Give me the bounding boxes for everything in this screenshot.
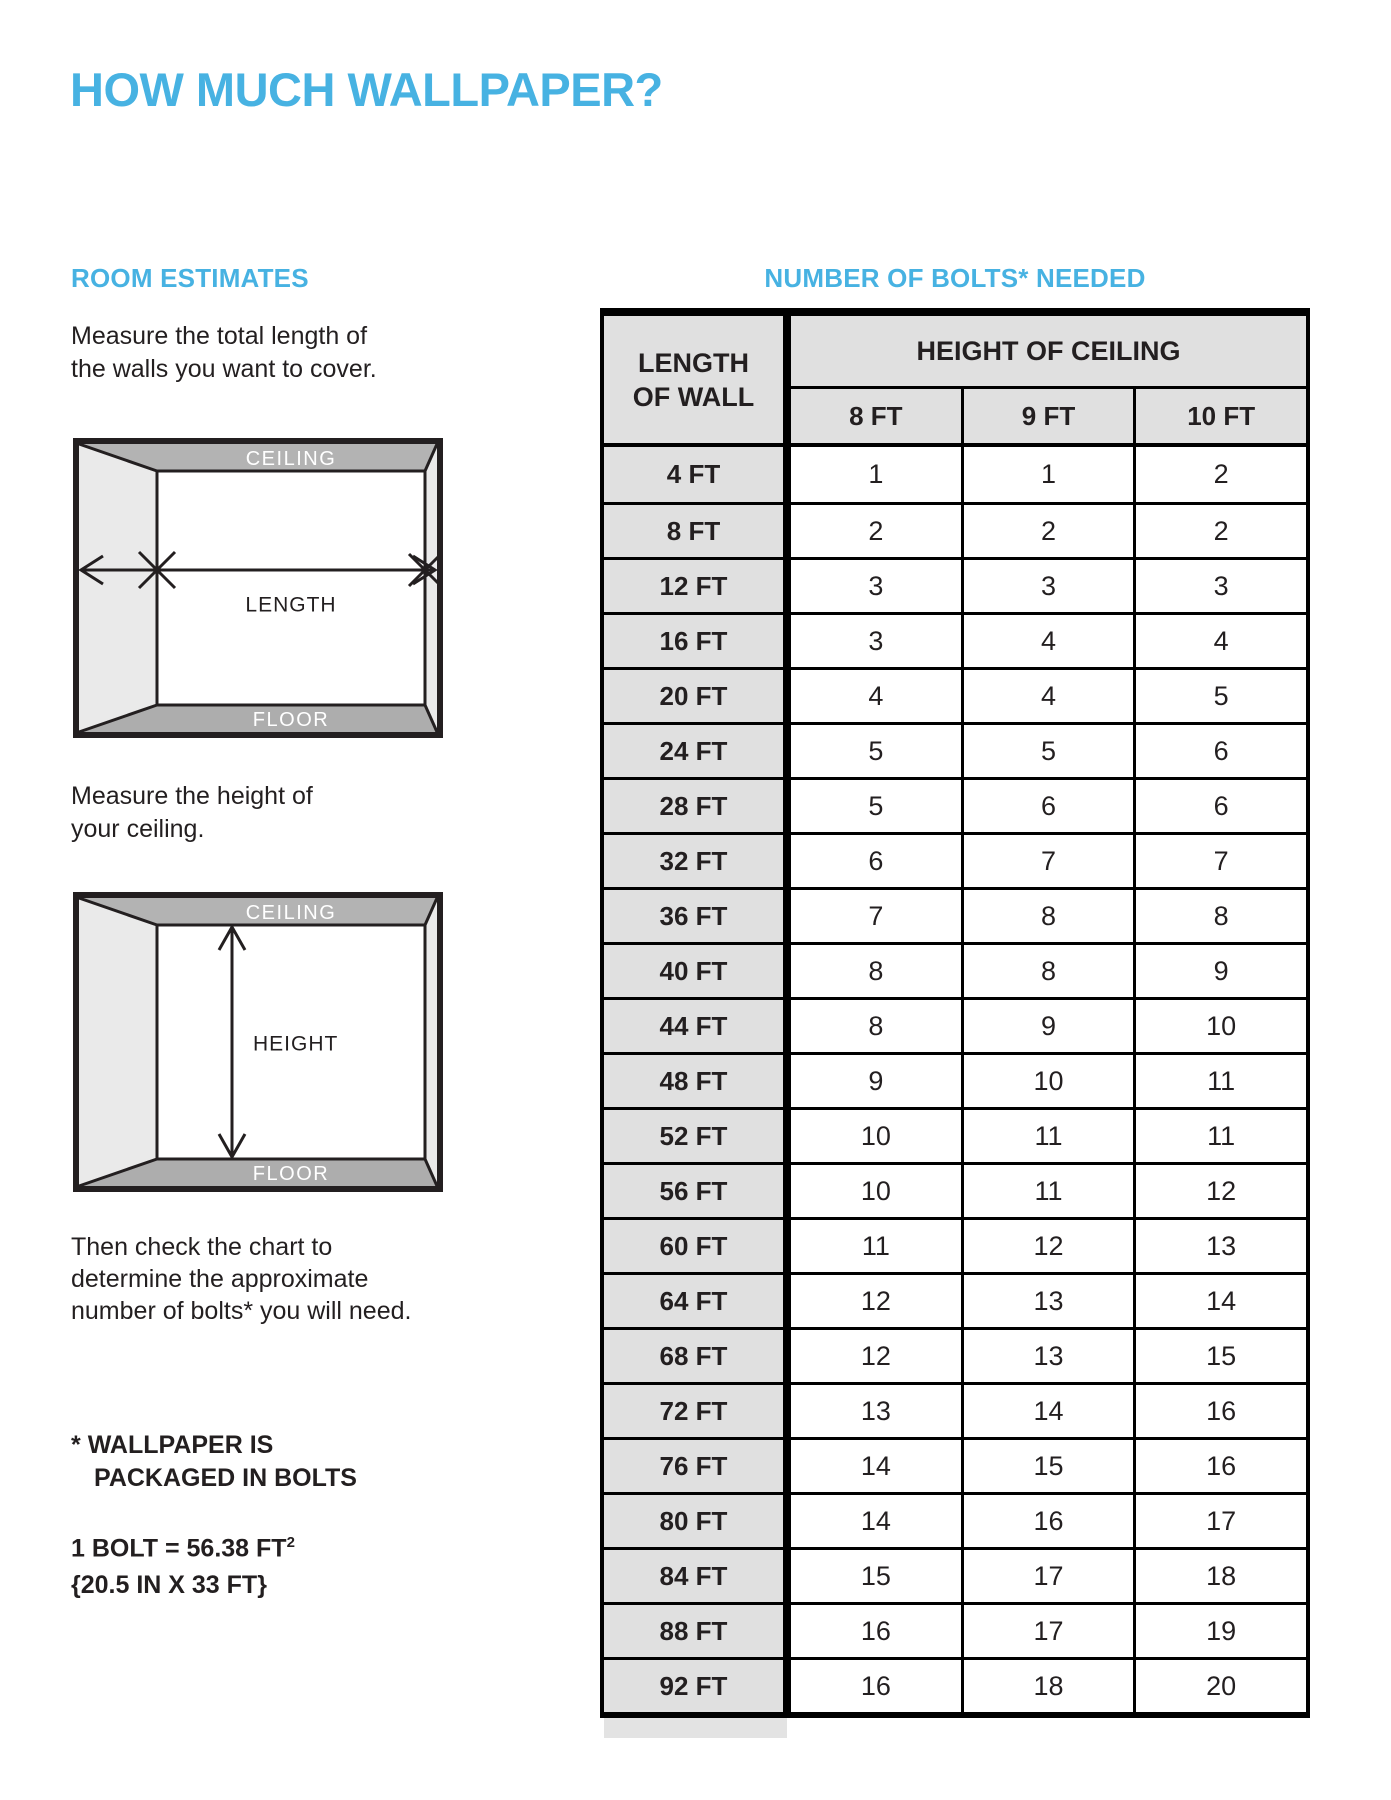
bolt-count-cell: 20 [1133, 1660, 1306, 1712]
bolt-count-cell: 8 [791, 1000, 961, 1052]
bolt-count-cell: 16 [1133, 1440, 1306, 1492]
wall-length-cell: 36 FT [604, 890, 791, 942]
wall-length-cell: 60 FT [604, 1220, 791, 1272]
bolt-count-cell: 6 [791, 835, 961, 887]
bolt-count-cell: 2 [961, 505, 1134, 557]
bolt-count-cell: 8 [1133, 890, 1306, 942]
table-header [604, 316, 1306, 447]
table-row [604, 1272, 1306, 1327]
table-row [604, 942, 1306, 997]
height-of-ceiling-header: HEIGHT OF CEILING [791, 316, 1306, 389]
paragraph-line: Then check the chart to [71, 1233, 333, 1261]
header-line: OF WALL [632, 381, 755, 412]
bolt-count-cell: 5 [1133, 670, 1306, 722]
table-row [604, 1492, 1306, 1547]
bolt-count-cell: 19 [1133, 1605, 1306, 1657]
bolt-count-cell: 5 [791, 725, 961, 777]
table-body [604, 447, 1306, 1712]
table-row [604, 447, 1306, 502]
bolt-count-cell: 14 [961, 1385, 1134, 1437]
left-wall [79, 898, 157, 1186]
table-row [604, 1052, 1306, 1107]
paragraph-line: number of bolts* you will need. [71, 1297, 412, 1325]
table-row [604, 1217, 1306, 1272]
check-chart-paragraph [71, 1231, 411, 1327]
room-length-diagram [73, 438, 443, 738]
bolt-count-cell: 10 [1133, 1000, 1306, 1052]
bolt-count-cell: 6 [1133, 780, 1306, 832]
bolt-count-cell: 3 [961, 560, 1134, 612]
bolt-dimensions: {20.5 IN X 33 FT} [71, 1571, 267, 1600]
table-row [604, 997, 1306, 1052]
ceiling-subheader-row [791, 389, 1306, 443]
bolt-count-cell: 5 [791, 780, 961, 832]
bolt-count-cell: 13 [791, 1385, 961, 1437]
table-row [604, 1602, 1306, 1657]
bolt-count-cell: 11 [1133, 1110, 1306, 1162]
table-row [604, 1657, 1306, 1712]
bolt-count-cell: 13 [961, 1330, 1134, 1382]
wall-length-cell: 32 FT [604, 835, 791, 887]
floor-label: FLOOR [252, 709, 330, 731]
wall-length-cell: 56 FT [604, 1165, 791, 1217]
bolt-count-cell: 1 [791, 447, 961, 502]
table-row [604, 502, 1306, 557]
bolt-count-cell: 14 [791, 1440, 961, 1492]
page-title: HOW MUCH WALLPAPER? [70, 63, 663, 116]
bolt-count-cell: 12 [961, 1220, 1134, 1272]
floor-label: FLOOR [252, 1163, 330, 1185]
table-row [604, 1327, 1306, 1382]
asterisk-marker: * [71, 1431, 81, 1459]
wall-length-cell: 12 FT [604, 560, 791, 612]
bolt-count-cell: 2 [791, 505, 961, 557]
table-row [604, 1437, 1306, 1492]
bolts-needed-heading: NUMBER OF BOLTS* NEEDED [764, 263, 1146, 293]
room-estimates-heading: ROOM ESTIMATES [71, 263, 309, 293]
wall-length-cell: 64 FT [604, 1275, 791, 1327]
bolt-count-cell: 9 [1133, 945, 1306, 997]
paragraph-line: your ceiling. [71, 815, 205, 843]
table-row [604, 887, 1306, 942]
bolt-count-cell: 5 [961, 725, 1134, 777]
wall-length-cell: 16 FT [604, 615, 791, 667]
height-label: HEIGHT [253, 1032, 339, 1056]
table-row [604, 557, 1306, 612]
wall-length-cell: 52 FT [604, 1110, 791, 1162]
bolt-count-cell: 16 [791, 1660, 961, 1712]
bolt-count-cell: 12 [1133, 1165, 1306, 1217]
back-wall [157, 471, 425, 705]
table-row [604, 832, 1306, 887]
footnote-line: PACKAGED IN BOLTS [94, 1464, 357, 1492]
table-row [604, 722, 1306, 777]
header-line: LENGTH [638, 347, 749, 378]
bolt-equation [71, 1524, 295, 1567]
bolt-count-cell: 2 [1133, 447, 1306, 502]
wall-length-cell: 24 FT [604, 725, 791, 777]
table-row [604, 667, 1306, 722]
bolt-count-cell: 14 [791, 1495, 961, 1547]
bolt-count-cell: 4 [961, 615, 1134, 667]
bolt-count-cell: 11 [791, 1220, 961, 1272]
wall-length-cell: 8 FT [604, 505, 791, 557]
bolt-count-cell: 3 [791, 560, 961, 612]
bolt-count-cell: 18 [961, 1660, 1134, 1712]
paragraph-line: determine the approximate [71, 1265, 369, 1293]
right-wall [425, 898, 437, 1186]
wall-length-cell: 28 FT [604, 780, 791, 832]
length-label: LENGTH [245, 593, 337, 617]
bolt-equation-text: 1 BOLT = 56.38 FT [71, 1534, 287, 1563]
bolt-count-cell: 7 [1133, 835, 1306, 887]
bolt-count-cell: 8 [791, 945, 961, 997]
table-row [604, 1162, 1306, 1217]
bolt-count-cell: 11 [961, 1165, 1134, 1217]
measure-length-paragraph [71, 320, 377, 386]
bolt-count-cell: 16 [791, 1605, 961, 1657]
squared-exponent: 2 [286, 1534, 295, 1551]
bolt-count-cell: 12 [791, 1330, 961, 1382]
bolt-count-cell: 4 [1133, 615, 1306, 667]
bolt-count-cell: 4 [961, 670, 1134, 722]
bolt-count-cell: 15 [1133, 1330, 1306, 1382]
column-header-8ft: 8 FT [791, 389, 961, 443]
wall-length-cell: 80 FT [604, 1495, 791, 1547]
paragraph-line: Measure the height of [71, 782, 313, 810]
length-of-wall-header [604, 316, 791, 443]
wall-length-cell: 72 FT [604, 1385, 791, 1437]
column-header-10ft: 10 FT [1133, 389, 1306, 443]
wall-length-cell: 88 FT [604, 1605, 791, 1657]
table-row [604, 777, 1306, 832]
ceiling-label: CEILING [245, 902, 337, 924]
bolt-count-cell: 10 [791, 1110, 961, 1162]
bolt-count-cell: 13 [961, 1275, 1134, 1327]
table-bottom-stub [604, 1718, 787, 1738]
bolt-count-cell: 15 [961, 1440, 1134, 1492]
bolt-count-cell: 11 [1133, 1055, 1306, 1107]
bolt-count-cell: 3 [791, 615, 961, 667]
wall-length-cell: 68 FT [604, 1330, 791, 1382]
bolt-count-cell: 15 [791, 1550, 961, 1602]
wall-length-cell: 44 FT [604, 1000, 791, 1052]
wall-length-cell: 40 FT [604, 945, 791, 997]
bolt-count-cell: 16 [1133, 1385, 1306, 1437]
measure-height-paragraph [71, 780, 313, 846]
bolt-count-cell: 16 [961, 1495, 1134, 1547]
bolt-count-cell: 12 [791, 1275, 961, 1327]
bolts-table [600, 308, 1310, 1718]
bolt-count-cell: 4 [791, 670, 961, 722]
table-row [604, 1547, 1306, 1602]
footnote-line [71, 1429, 357, 1462]
paragraph-line: Measure the total length of [71, 322, 368, 350]
wallpaper-bolts-footnote [71, 1429, 357, 1495]
bolt-count-cell: 6 [961, 780, 1134, 832]
bolt-count-cell: 17 [961, 1605, 1134, 1657]
footnote-text: WALLPAPER IS [87, 1431, 274, 1459]
bolt-count-cell: 3 [1133, 560, 1306, 612]
wall-length-cell: 92 FT [604, 1660, 791, 1712]
bolt-count-cell: 10 [791, 1165, 961, 1217]
wall-length-cell: 48 FT [604, 1055, 791, 1107]
bolt-count-cell: 17 [1133, 1495, 1306, 1547]
column-header-9ft: 9 FT [961, 389, 1134, 443]
bolt-count-cell: 8 [961, 890, 1134, 942]
bolt-count-cell: 1 [961, 447, 1134, 502]
wall-length-cell: 4 FT [604, 447, 791, 502]
table-row [604, 1382, 1306, 1437]
bolt-count-cell: 2 [1133, 505, 1306, 557]
bolt-count-cell: 18 [1133, 1550, 1306, 1602]
bolt-count-cell: 14 [1133, 1275, 1306, 1327]
bolt-count-cell: 7 [961, 835, 1134, 887]
left-wall [79, 444, 157, 732]
table-row [604, 1107, 1306, 1162]
bolt-count-cell: 17 [961, 1550, 1134, 1602]
bolt-count-cell: 11 [961, 1110, 1134, 1162]
bolt-count-cell: 6 [1133, 725, 1306, 777]
bolt-count-cell: 7 [791, 890, 961, 942]
ceiling-label: CEILING [245, 448, 337, 470]
room-height-diagram [73, 892, 443, 1192]
bolt-count-cell: 8 [961, 945, 1134, 997]
wall-length-cell: 84 FT [604, 1550, 791, 1602]
bolt-count-cell: 13 [1133, 1220, 1306, 1272]
bolt-count-cell: 9 [791, 1055, 961, 1107]
bolt-count-cell: 9 [961, 1000, 1134, 1052]
right-wall [425, 444, 437, 732]
wall-length-cell: 76 FT [604, 1440, 791, 1492]
wall-length-cell: 20 FT [604, 670, 791, 722]
bolt-size-info [71, 1524, 295, 1604]
ceiling-header-group [791, 316, 1306, 443]
paragraph-line: the walls you want to cover. [71, 355, 377, 383]
table-row [604, 612, 1306, 667]
bolt-count-cell: 10 [961, 1055, 1134, 1107]
